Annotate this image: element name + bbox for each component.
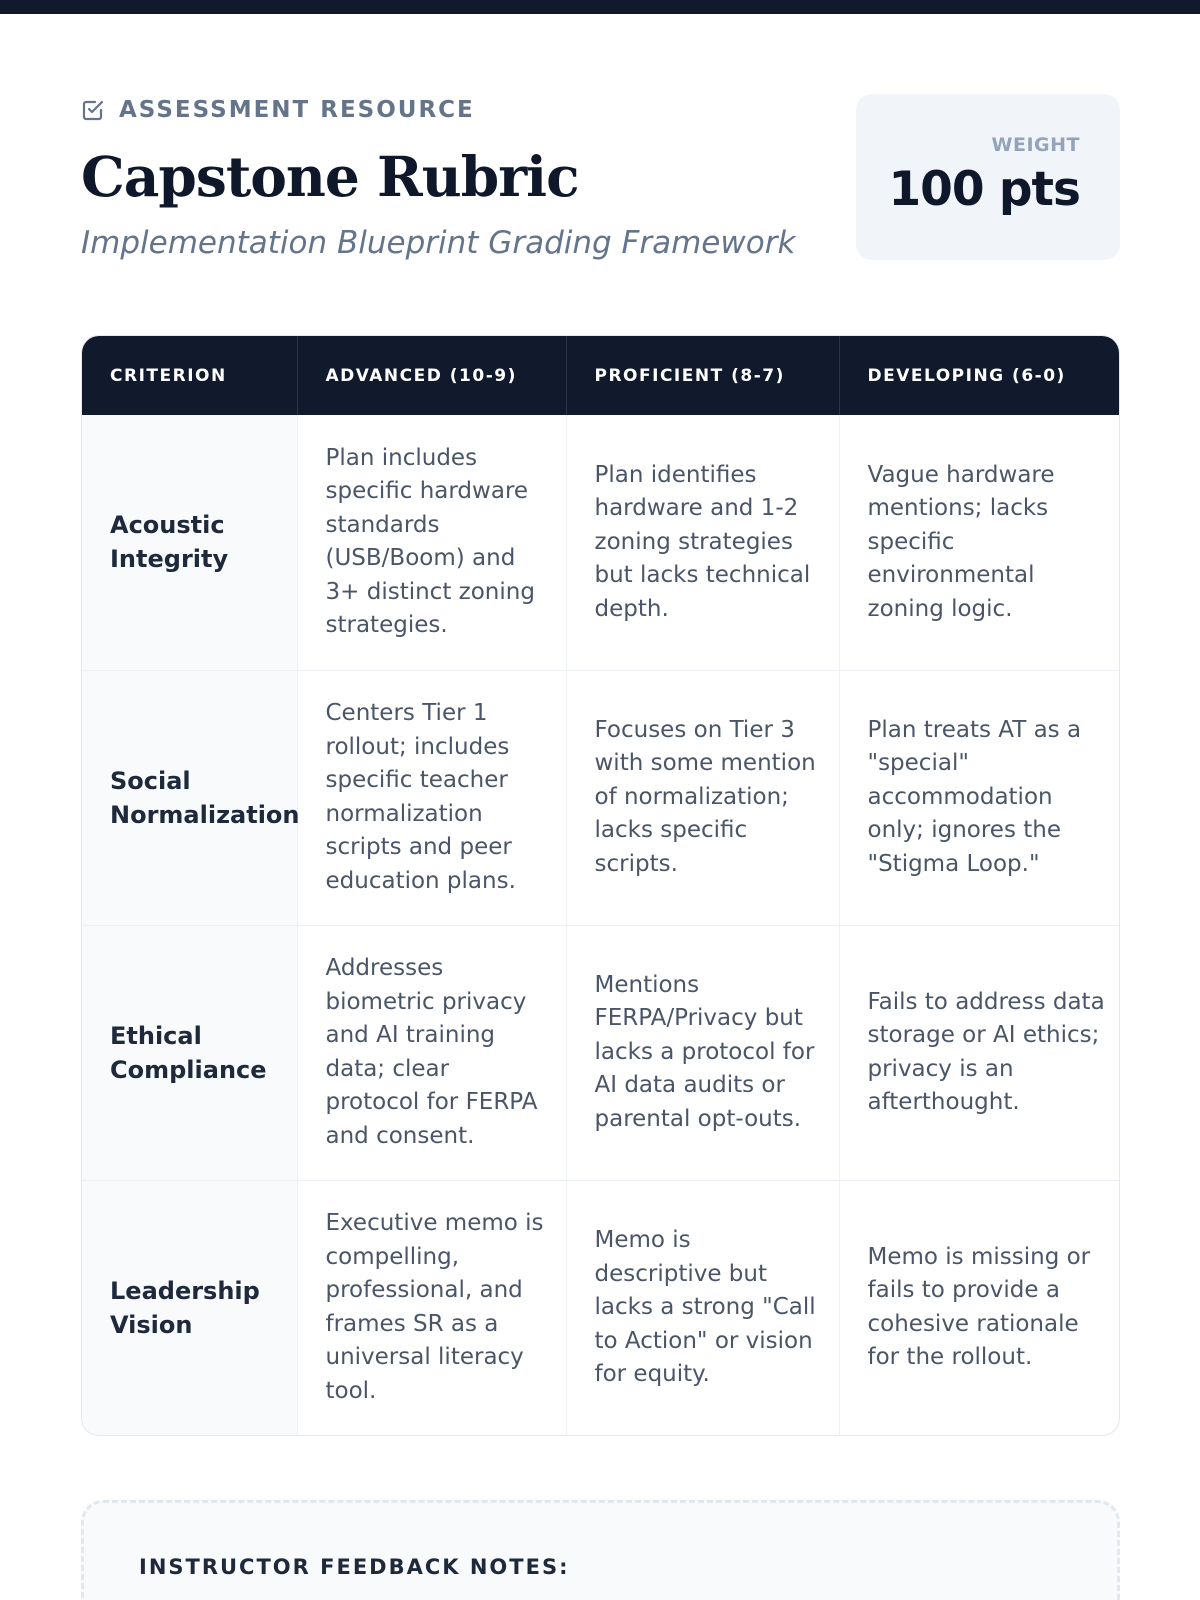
proficient-cell: Mentions FERPA/Privacy but lacks a protocol for AI data audits or parental opt-outs. bbox=[566, 925, 839, 1180]
table-row bbox=[82, 670, 1120, 925]
advanced-cell: Centers Tier 1 rollout; includes specific teacher normalization scripts and peer education plans. bbox=[297, 670, 566, 925]
criterion-cell: Ethical Compliance bbox=[82, 925, 297, 1180]
criterion-cell: Acoustic Integrity bbox=[82, 415, 297, 670]
proficient-cell: Memo is descriptive but lacks a strong "Call to Action" or vision for equity. bbox=[566, 1180, 839, 1435]
proficient-cell: Focuses on Tier 3 with some mention of normalization; lacks specific scripts. bbox=[566, 670, 839, 925]
table-row bbox=[82, 1180, 1120, 1435]
proficient-cell: Plan identifies hardware and 1-2 zoning strategies but lacks technical depth. bbox=[566, 415, 839, 670]
column-header-developing: DEVELOPING (6-0) bbox=[867, 365, 1066, 386]
developing-cell: Fails to address data storage or AI ethics; privacy is an afterthought. bbox=[839, 925, 1120, 1180]
eyebrow-label: ASSESSMENT RESOURCE bbox=[119, 97, 475, 123]
table-header-row bbox=[82, 336, 1120, 415]
checkbox-icon bbox=[81, 98, 105, 122]
page-title: Capstone Rubric bbox=[81, 144, 579, 209]
developing-cell: Memo is missing or fails to provide a cohesive rationale for the rollout. bbox=[839, 1180, 1120, 1435]
eyebrow bbox=[81, 94, 475, 126]
developing-cell: Plan treats AT as a "special" accommodation only; ignores the "Stigma Loop." bbox=[839, 670, 1120, 925]
weight-value: 100 pts bbox=[888, 162, 1080, 217]
column-header-proficient: PROFICIENT (8-7) bbox=[566, 336, 839, 415]
table-row bbox=[82, 925, 1120, 1180]
developing-cell: Vague hardware mentions; lacks specific environmental zoning logic. bbox=[867, 461, 1055, 622]
top-accent-bar bbox=[0, 0, 1200, 14]
advanced-cell: Addresses biometric privacy and AI training data; clear protocol for FERPA and consent. bbox=[297, 925, 566, 1180]
instructor-feedback-box[interactable] bbox=[81, 1500, 1120, 1600]
criterion-cell: Leadership Vision bbox=[82, 1180, 297, 1435]
page-header bbox=[81, 94, 1120, 274]
advanced-cell: Plan includes specific hardware standards (USB/Boom) and 3+ distinct zoning strategies. bbox=[297, 415, 566, 670]
weight-card bbox=[856, 94, 1120, 260]
feedback-title: INSTRUCTOR FEEDBACK NOTES: bbox=[139, 1555, 570, 1579]
table-row bbox=[82, 415, 1120, 670]
criterion-cell: Social Normalization bbox=[82, 670, 297, 925]
rubric-table bbox=[81, 335, 1120, 1436]
column-header-criterion: CRITERION bbox=[82, 336, 297, 415]
page-subtitle: Implementation Blueprint Grading Framework bbox=[81, 225, 796, 261]
weight-label: WEIGHT bbox=[991, 134, 1080, 156]
advanced-cell: Executive memo is compelling, professional, and frames SR as a universal literacy tool. bbox=[297, 1180, 566, 1435]
column-header-advanced: ADVANCED (10-9) bbox=[297, 336, 566, 415]
